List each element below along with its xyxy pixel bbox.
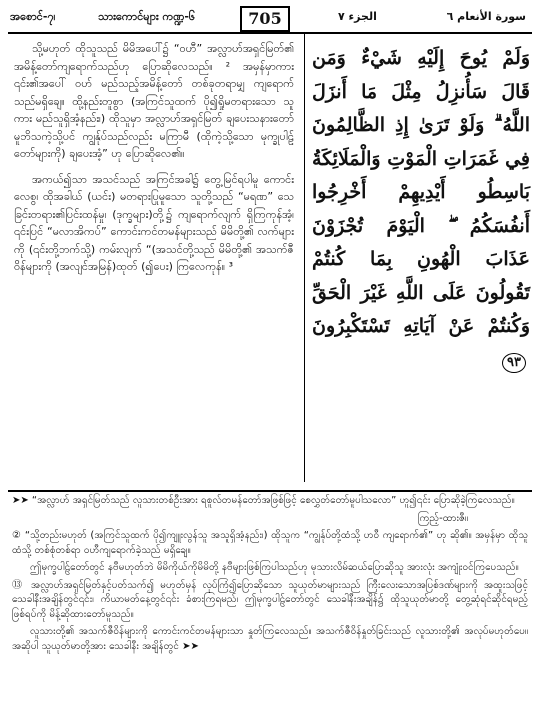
- ayah-number-marker: ٩٣: [502, 353, 526, 373]
- footnote-1: ➤➤ “အလ္လာဟ် အရှင်မြတ်သည် လူသားတစ်ဦးအား ရစူလ်တမန်တော်အဖြစ်ဖြင့် စေလွှတ်တော်မူပါသလော” ဟူ၍၎င်း ပြောဆိုခဲ့ကြလေသည်။: [12, 495, 515, 506]
- footnote-separator: [8, 490, 532, 492]
- arabic-verse-column: [312, 42, 530, 478]
- translation-paragraph-1: သို့မဟုတ် ထိုသူသည် မိမိအပေါ်၌ “ဝဟီ” အလ္လာဟ်အရှင်မြတ်၏ အမိန့်တော်ကျရောက်သည်ဟု ပြောဆိုလေသည်။ ² အမှန်မှာကား ၎င်း၏အပေါ် ဝဟ် မည်သည့်အမိန့်တော် တစ်ခုတရာမျှ ကျရောက်သည်မရှိချေ။ ထို့နည်းတူစွာ (အကြင်သူထက် ပို၍ရှိုမတရားသော သူကား မည်သူရှိအံ့နည်း၊) ထိုသူမှာ အလ္လာဟ်အရှင်မြတ် ချပေးသနားတော်မူဘိသကဲ့သို့ပင် ကျွန်ုပ်သည်လည်း မကြာမီ (ထိုကဲ့သို့သော မုက္ခုပါဠ်တော်များကို) ချပေးအံ့” ဟု ပြောဆိုလေ၏။: [14, 42, 294, 160]
- column-divider: [304, 34, 305, 482]
- chapter-section-label: သားကောင်များ ကဏ္ဍ-၆: [98, 10, 196, 23]
- surah-label: سورة الأنعام ٦: [446, 10, 526, 23]
- translation-paragraph-2: အကယ်၍သာ အသင်သည် အကြင်အခါ၌ တွေ့မြင်ရပါမူ ကောင်းလေစွ၊ ထိုအခါယ် (ယင်း) မတရားပြုမူသော သူတို့သည် “မရဏ” သေခြင်းတရား၏ပြင်းထန်မှု၊ (ဒုက္ခများ)တို့၌ ကျရောက်လျက် ရှိကြကုန်အံ့၊ ၎င်းပြင် “မလာအိကပ်” ကောင်းကင်တမန်များသည် မိမိတို့၏ လက်များကို (၎င်းတို့ဘက်သို့) ကမ်းလျက် “(အသင်တို့သည် မိမိတို့၏ အသက်ဇီဝိန်များကို (အလျင်အမြန်)ထုတ် (၍ပေး) ကြလေကုန်။ ³: [14, 172, 294, 273]
- arabic-verse-text: وَلَمْ يُوحَ إِلَيْهِ شَيْءٌ وَمَن قَالَ سَأُنزِلُ مِثْلَ مَا أَنزَلَ اللَّهُ ۗ وَلَوْ تَرَىٰ إِذِ الظَّالِمُونَ فِي غَمَرَاتِ الْمَوْتِ وَالْمَلَائِكَةُ بَاسِطُو أَيْدِيهِمْ أَخْرِجُوا أَنفُسَكُمُ ۖ الْيَوْمَ تُجْزَوْنَ عَذَابَ الْهُونِ بِمَا كُنتُمْ تَقُولُونَ عَلَى اللَّهِ غَيْرَ الْحَقِّ وَكُنتُمْ عَنْ آيَاتِهِ تَسْتَكْبِرُونَ: [312, 47, 530, 337]
- footnote-1-reference: ကြည့်-ထားဇီ။: [417, 512, 468, 524]
- page-header: [8, 6, 532, 34]
- translation-column: [14, 40, 294, 480]
- footnote-2-continuation: ဤမုက္ခပါဠ်တော်တွင် နဗီမဟုတ်ဘဲ မိမိကိုယ်ကိုမိမိတို့ နဗီများဖြစ်ကြပါသည်ဟု မုသားလိမ်ဆယ်ပြောဆိုသူ အားလုံး အကျုံးဝင်ကြပေသည်။: [30, 562, 519, 573]
- page-number: 705: [240, 6, 290, 32]
- footnote-3-continuation: လူသားတို့၏ အသက်ဇီဝိန်များကို ကောင်းကင်တမန်များသာ နှုတ်ကြလေသည်။ အသက်ဇီဝိန်နှုတ်ခြင်းသည် လူသားတို့၏ အလုပ်မဟုတ်ပေ။ အဆိုပါ သူယုတ်မာတို့အား သေခါနီး အချိန်တွင် ➤➤: [12, 626, 528, 652]
- footnotes: [12, 494, 528, 708]
- footnote-3: ⑬ အလ္လာဟ်အရှင်မြတ်နှင့်ပတ်သက်၍ မဟုတ်မှန် လုပ်ကြံ၍ပြောဆိုသော သူယုတ်မာများသည် ကြီးလေးသောအပြစ်ဒဏ်များကို အထူးသဖြင့် သေခါနီးအချိန်တွင်၎င်း၊ ကိယာမတ်နေ့တွင်၎င်း ခံစားကြရမည်၊ ဤမုက္ခပါဠ်တော်တွင် သေခါနီးအချိန်၌ ထိုသူယုတ်မာတို့ တွေ့ဆုံရင်ဆိုင်ရမည့်ဖြစ်ရပ်ကို မိန့်ဆိုထားတော်မူသည်။: [12, 579, 528, 620]
- juz-label: الجزء ٧: [338, 10, 377, 23]
- main-content: [8, 34, 532, 488]
- footnote-2: ② “သို့တည်းမဟုတ် (အကြင်သူထက် ပို၍ကျူးလွန်သူ အသူရှိအံ့နည်း၊) ထိုသူက “ကျွန်ုပ်တို့ထံသို့ ဟဝီ ကျရောက်၏” ဟု ဆို၏။ အမှန်မှာ ထိုသူထံသို့ တစ်စုံတစ်ရာ ဝဟီကျရောက်ခဲ့သည် မရှိချေ။: [12, 530, 528, 556]
- volume-label: အစောင်-၇၊: [10, 10, 56, 23]
